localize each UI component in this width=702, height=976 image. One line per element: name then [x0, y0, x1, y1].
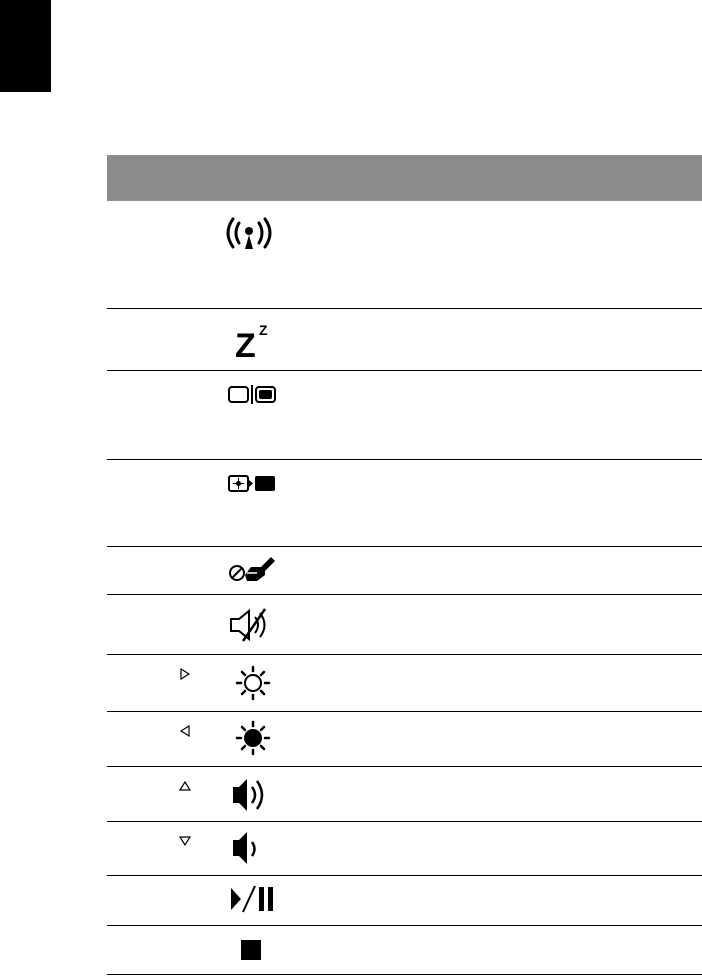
table-row — [107, 926, 702, 975]
language-tab — [0, 0, 51, 92]
hotkey-table — [107, 155, 702, 975]
down-triangle-icon — [179, 834, 191, 846]
wireless-antenna-icon — [217, 213, 281, 255]
table-row — [107, 822, 702, 876]
volume-up-icon — [217, 775, 281, 817]
display-toggle-icon — [217, 379, 281, 421]
touchpad-toggle-icon — [217, 553, 281, 595]
up-triangle-icon — [179, 779, 191, 791]
table-row — [107, 712, 702, 767]
play-pause-icon — [217, 882, 281, 924]
right-triangle-icon — [179, 667, 191, 679]
brightness-up-icon — [217, 663, 281, 705]
stop-icon — [217, 934, 281, 976]
volume-down-icon — [217, 828, 281, 870]
svg-text:Z: Z — [259, 322, 268, 338]
table-row — [107, 655, 702, 712]
table-row — [107, 460, 702, 547]
screen-blank-icon — [217, 468, 281, 510]
table-row — [107, 371, 702, 460]
table-row — [107, 309, 702, 371]
table-row — [107, 876, 702, 926]
brightness-down-icon — [217, 718, 281, 760]
table-row — [107, 547, 702, 595]
table-row — [107, 595, 702, 655]
table-row — [107, 201, 702, 309]
table-row — [107, 767, 702, 822]
sleep-zz-icon — [217, 317, 281, 359]
speaker-mute-icon — [217, 605, 281, 647]
svg-text:Z: Z — [235, 327, 256, 361]
left-triangle-icon — [179, 724, 191, 736]
table-header — [107, 155, 702, 201]
